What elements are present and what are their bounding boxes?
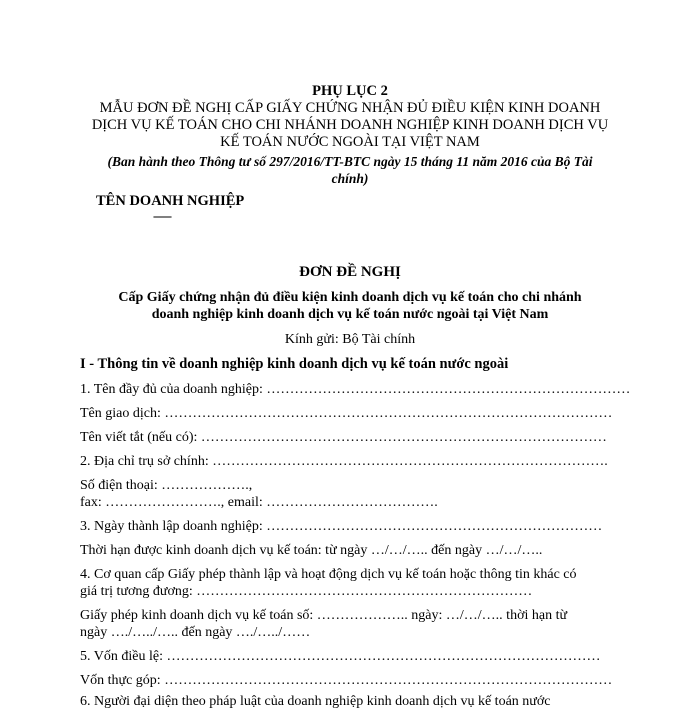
field-trade-name: Tên giao dịch: …………………………………………………………………………………… — [80, 406, 613, 421]
form-title-line-3: KẾ TOÁN NƯỚC NGOÀI TẠI VIỆT NAM — [220, 134, 480, 150]
field-license-number-line-1: Giấy phép kinh doanh dịch vụ kế toán số: ……………….. ngày: …/…/….. thời hạn từ — [80, 608, 568, 623]
addressee: Kính gửi: Bộ Tài chính — [284, 332, 416, 347]
field-business-term: Thời hạn được kinh doanh dịch vụ kế toán: từ ngày …/…/….. đến ngày …/…/….. — [80, 543, 543, 558]
field-founding-date: 3. Ngày thành lập doanh nghiệp: ……………………………………………………………… — [80, 519, 603, 534]
request-subtitle-line-1: Cấp Giấy chứng nhận đủ điều kiện kinh doanh dịch vụ kế toán cho chi nhánh — [118, 290, 582, 305]
issued-note-line-2: chính) — [331, 171, 369, 186]
field-licensing-authority-line-1: 4. Cơ quan cấp Giấy phép thành lập và hoạt động dịch vụ kế toán hoặc thông tin khác có — [80, 567, 577, 582]
section-1-heading: I - Thông tin về doanh nghiệp kinh doanh dịch vụ kế toán nước ngoài — [80, 356, 509, 372]
field-head-office: 2. Địa chỉ trụ sở chính: …………………………………………………………………………. — [80, 454, 608, 469]
field-fax-email: fax: ……………………., email: ………………………………. — [80, 495, 438, 510]
field-full-name: 1. Tên đầy đủ của doanh nghiệp: …………………………………………………………………… — [80, 382, 631, 397]
form-title-line-2: DỊCH VỤ KẾ TOÁN CHO CHI NHÁNH DOANH NGHIỆP KINH DOANH DỊCH VỤ — [91, 117, 609, 133]
request-subtitle-line-2: doanh nghiệp kinh doanh dịch vụ kế toán nước ngoài tại Việt Nam — [151, 307, 549, 322]
appendix-title: PHỤ LỤC 2 — [312, 83, 388, 99]
company-underline: ------ — [153, 209, 171, 223]
field-license-number-line-2: ngày …./…../….. đến ngày …./…../…… — [80, 625, 311, 640]
field-licensing-authority-line-2: giá trị tương đương: ……………………………………………………………… — [80, 584, 533, 599]
company-name-label: TÊN DOANH NGHIỆP — [96, 193, 245, 209]
field-legal-representative: 6. Người đại diện theo pháp luật của doanh nghiệp kinh doanh dịch vụ kế toán nước — [80, 694, 551, 709]
request-title: ĐƠN ĐỀ NGHỊ — [299, 264, 401, 280]
field-charter-capital: 5. Vốn điều lệ: ………………………………………………………………………………… — [80, 649, 601, 664]
field-paid-in-capital: Vốn thực góp: …………………………………………………………………………………… — [80, 673, 613, 688]
issued-note-line-1: (Ban hành theo Thông tư số 297/2016/TT-BTC ngày 15 tháng 11 năm 2016 của Bộ Tài — [107, 154, 593, 169]
form-title-line-1: MẪU ĐƠN ĐỀ NGHỊ CẤP GIẤY CHỨNG NHẬN ĐỦ ĐIỀU KIỆN KINH DOANH — [99, 100, 601, 116]
field-phone: Số điện thoại: ………………., — [80, 478, 253, 493]
field-abbreviation: Tên viết tắt (nếu có): …………………………………………………………………………… — [80, 430, 607, 445]
